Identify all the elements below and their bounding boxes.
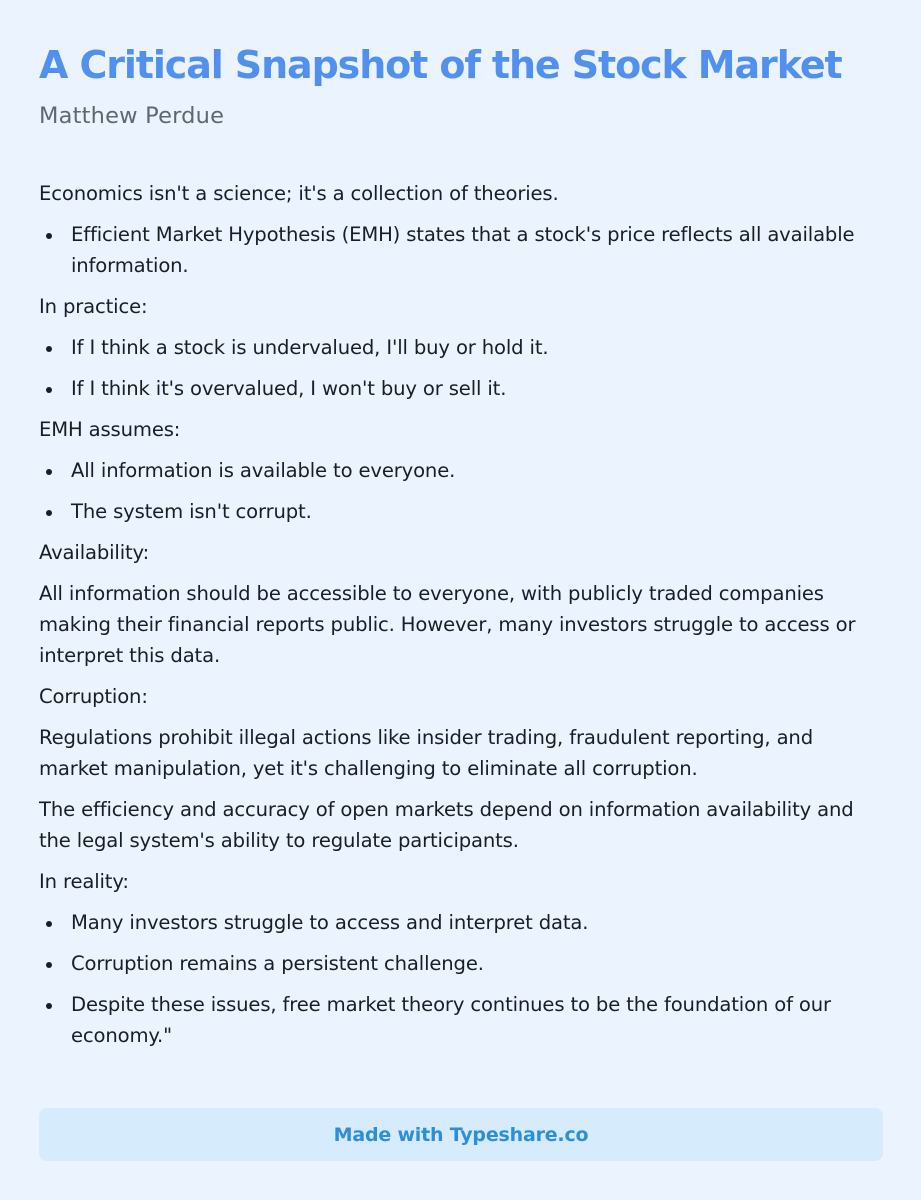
footer-banner[interactable] <box>39 1108 883 1161</box>
paragraph-corruption-heading: Corruption: <box>39 685 148 708</box>
list-assumptions <box>39 455 885 527</box>
paragraph-availability-heading: Availability: <box>39 541 150 564</box>
paragraph-corruption: Regulations prohibit illegal actions like insider trading, fraudulent reporting, and market manipulation, yet it's challenging to eliminate all corruption. <box>39 726 813 780</box>
list-item: Despite these issues, free market theory continues to be the foundation of our economy." <box>39 989 885 1051</box>
paragraph-in-reality: In reality: <box>39 870 129 893</box>
list-item: All information is available to everyone. <box>39 455 885 486</box>
footer-link-typeshare[interactable]: Made with Typeshare.co <box>333 1123 589 1146</box>
list-item: Many investors struggle to access and interpret data. <box>39 907 885 938</box>
list-item: If I think a stock is undervalued, I'll buy or hold it. <box>39 332 885 363</box>
list-emh <box>39 219 885 281</box>
list-item: Efficient Market Hypothesis (EMH) states that a stock's price reflects all available information. <box>39 219 885 281</box>
list-reality <box>39 907 885 1051</box>
list-practice <box>39 332 885 404</box>
paragraph-in-practice: In practice: <box>39 295 148 318</box>
list-item: If I think it's overvalued, I won't buy or sell it. <box>39 373 885 404</box>
list-item: Corruption remains a persistent challenge. <box>39 948 885 979</box>
article-body <box>39 178 885 1051</box>
paragraph-efficiency: The efficiency and accuracy of open markets depend on information availability and the legal system's ability to regulate participants. <box>39 798 854 852</box>
paragraph-availability: All information should be accessible to everyone, with publicly traded companies making their financial reports public. However, many investors struggle to access or interpret this data. <box>39 582 856 667</box>
paragraph-emh-assumes: EMH assumes: <box>39 418 181 441</box>
paragraph-intro: Economics isn't a science; it's a collection of theories. <box>39 182 559 205</box>
page-title: A Critical Snapshot of the Stock Market <box>39 43 842 87</box>
document <box>39 40 885 1061</box>
list-item: The system isn't corrupt. <box>39 496 885 527</box>
author-name: Matthew Perdue <box>39 103 225 129</box>
